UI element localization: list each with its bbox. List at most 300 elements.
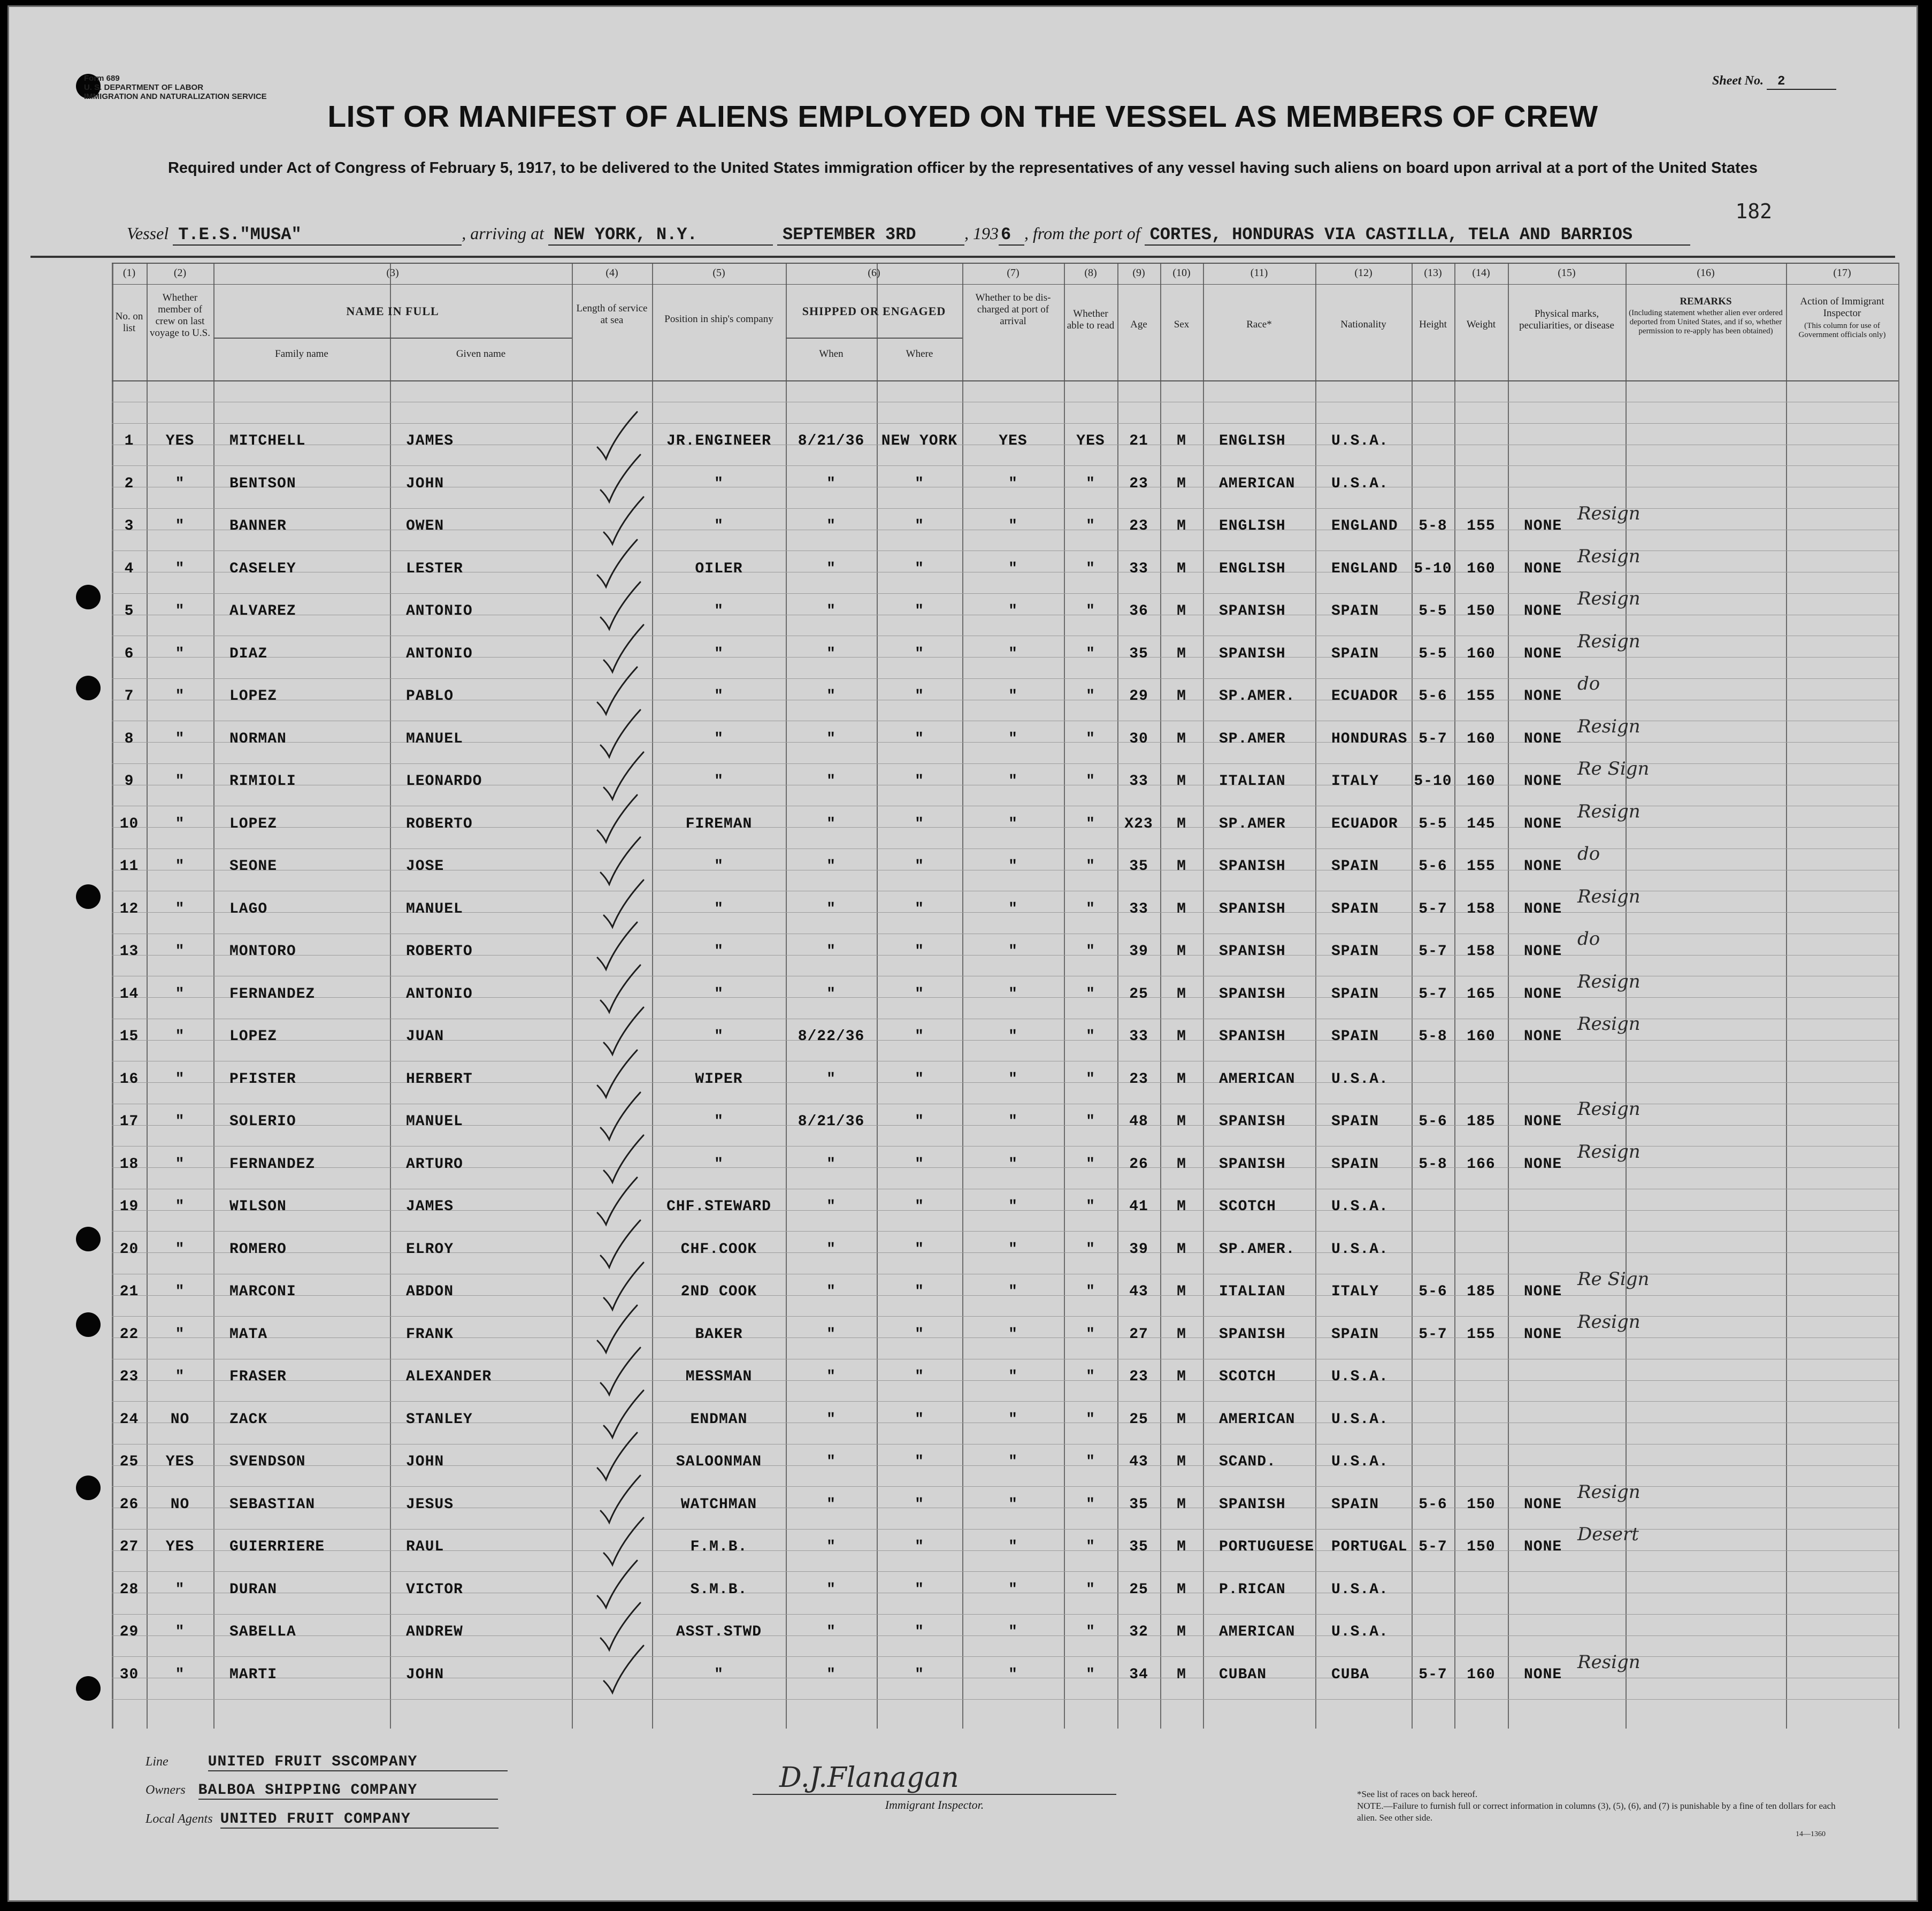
row-prior-cell: NO: [170, 1496, 190, 1513]
header-race: Race*: [1246, 319, 1272, 330]
row-nationality-cell: U.S.A.: [1331, 475, 1389, 492]
row-nationality-cell: SPAIN: [1331, 985, 1379, 1003]
line-value: UNITED FRUIT SSCOMPANY: [208, 1754, 508, 1771]
row-where-cell: ": [915, 1411, 924, 1428]
row-prior-cell: ": [175, 1241, 185, 1258]
row-race-cell: ENGLISH: [1219, 433, 1286, 449]
row-discharged-cell: ": [1008, 1156, 1018, 1173]
vessel-line: [127, 224, 1870, 246]
row-family-cell: ALVAREZ: [229, 603, 296, 620]
row-family-cell: MARCONI: [229, 1283, 296, 1300]
row-discharged-cell: ": [1008, 943, 1018, 960]
owners-label: Owners: [145, 1783, 186, 1797]
row-where-cell: ": [915, 603, 924, 620]
row-remark-handwritten: do: [1577, 673, 1600, 694]
row-marks-cell: NONE: [1524, 985, 1562, 1003]
row-marks-cell: NONE: [1524, 1283, 1562, 1300]
row-when-cell: ": [826, 645, 836, 662]
row-position-cell: ": [714, 1156, 724, 1173]
row-age-cell: 33: [1129, 900, 1148, 918]
row-sex-cell: M: [1177, 645, 1186, 662]
row-read-cell: ": [1086, 985, 1095, 1003]
row-sex-cell: M: [1177, 475, 1186, 492]
row-family-cell: MARTI: [229, 1666, 278, 1683]
column-number: (2): [173, 267, 187, 279]
row-marks-cell: NONE: [1524, 688, 1562, 705]
row-given-cell: MANUEL: [406, 900, 463, 918]
column-number: (17): [1833, 267, 1851, 279]
row-age-cell: 41: [1129, 1198, 1148, 1215]
row-when-cell: ": [826, 1666, 836, 1683]
row-sex-cell: M: [1177, 1028, 1186, 1045]
row-race-cell: SPANISH: [1219, 1113, 1286, 1130]
row-family-cell: MONTORO: [229, 943, 296, 960]
row-weight-cell: 155: [1467, 1326, 1496, 1343]
row-race-cell: AMERICAN: [1219, 1071, 1295, 1088]
row-prior-cell: ": [175, 943, 185, 960]
row-read-cell: ": [1086, 1581, 1095, 1598]
row-family-cell: GUIERRIERE: [229, 1539, 325, 1555]
row-nationality-cell: SPAIN: [1331, 1113, 1379, 1130]
row-nationality-cell: SPAIN: [1331, 1496, 1379, 1513]
row-weight-cell: 155: [1467, 858, 1496, 875]
column-rule: [572, 263, 573, 1729]
row-read-cell: ": [1086, 1624, 1095, 1640]
row-when-cell: ": [826, 688, 836, 705]
row-nationality-cell: SPAIN: [1331, 1326, 1379, 1343]
row-remark-handwritten: Resign: [1577, 885, 1640, 907]
row-given-cell: VICTOR: [406, 1581, 463, 1598]
row-race-cell: PORTUGUESE: [1219, 1539, 1315, 1555]
row-sex-cell: M: [1177, 1581, 1186, 1598]
row-position-cell: ": [714, 475, 724, 492]
row-read-cell: ": [1086, 1496, 1095, 1513]
sheet-number-label: Sheet No.: [1712, 74, 1764, 88]
punch-hole: [76, 1312, 101, 1337]
row-where-cell: ": [915, 1624, 924, 1640]
row-no-cell: 6: [124, 645, 134, 662]
row-age-cell: 23: [1129, 1369, 1148, 1385]
row-sex-cell: M: [1177, 1198, 1186, 1215]
row-family-cell: SEBASTIAN: [229, 1496, 316, 1513]
row-no-cell: 28: [119, 1581, 139, 1598]
column-number: (7): [1007, 267, 1019, 279]
row-discharged-cell: ": [1008, 645, 1018, 662]
row-no-cell: 16: [119, 1071, 139, 1088]
row-height-cell: 5-6: [1419, 858, 1447, 875]
row-discharged-cell: ": [1008, 560, 1018, 577]
row-nationality-cell: SPAIN: [1331, 858, 1379, 875]
row-sex-cell: M: [1177, 858, 1186, 875]
row-no-cell: 22: [119, 1326, 139, 1343]
row-race-cell: P.RICAN: [1219, 1581, 1286, 1598]
column-number: (10): [1172, 267, 1191, 279]
row-when-cell: ": [826, 1581, 836, 1598]
row-read-cell: ": [1086, 943, 1095, 960]
row-weight-cell: 160: [1467, 560, 1496, 577]
row-discharged-cell: ": [1008, 518, 1018, 534]
footer-notes: [1357, 1788, 1838, 1824]
row-where-cell: ": [915, 858, 924, 875]
row-age-cell: 35: [1129, 858, 1148, 875]
row-prior-cell: ": [175, 1666, 185, 1683]
row-read-cell: ": [1086, 475, 1095, 492]
row-prior-cell: ": [175, 518, 185, 534]
row-race-cell: SCOTCH: [1219, 1198, 1276, 1215]
row-no-cell: 27: [119, 1539, 139, 1555]
row-marks-cell: NONE: [1524, 1113, 1562, 1130]
row-read-cell: ": [1086, 900, 1095, 918]
row-read-cell: ": [1086, 603, 1095, 620]
from-label: , from the port of: [1024, 224, 1140, 243]
row-where-cell: ": [915, 1156, 924, 1173]
row-prior-cell: ": [175, 1113, 185, 1130]
row-position-cell: ": [714, 645, 724, 662]
row-prior-cell: YES: [165, 1539, 195, 1555]
row-read-cell: ": [1086, 518, 1095, 534]
row-sex-cell: M: [1177, 1241, 1186, 1258]
header-length-service: Length of service at sea: [576, 303, 648, 326]
year-suffix: 6: [999, 225, 1024, 246]
row-no-cell: 21: [119, 1283, 139, 1300]
row-where-cell: ": [915, 1241, 924, 1258]
row-position-cell: OILER: [695, 560, 743, 577]
row-sex-cell: M: [1177, 1624, 1186, 1640]
ruled-line: [112, 1571, 1898, 1572]
punch-hole: [76, 1676, 101, 1701]
row-race-cell: SP.AMER: [1219, 730, 1286, 747]
row-nationality-cell: U.S.A.: [1331, 433, 1389, 449]
row-remark-handwritten: Resign: [1577, 1098, 1640, 1120]
row-race-cell: AMERICAN: [1219, 1624, 1295, 1640]
row-nationality-cell: U.S.A.: [1331, 1071, 1389, 1088]
punch-hole: [76, 1227, 101, 1251]
row-when-cell: ": [826, 900, 836, 918]
row-age-cell: 26: [1129, 1156, 1148, 1173]
punch-hole: [76, 884, 101, 909]
row-when-cell: ": [826, 1496, 836, 1513]
header-weight: Weight: [1466, 319, 1496, 330]
row-given-cell: OWEN: [406, 518, 444, 534]
row-marks-cell: NONE: [1524, 1666, 1562, 1683]
row-weight-cell: 158: [1467, 943, 1496, 960]
row-family-cell: SVENDSON: [229, 1454, 306, 1470]
header-when: When: [819, 348, 844, 360]
header-family-name: Family name: [275, 348, 328, 360]
row-height-cell: 5-6: [1419, 1113, 1447, 1130]
row-when-cell: ": [826, 985, 836, 1003]
row-position-cell: ": [714, 730, 724, 747]
row-remark-handwritten: Resign: [1577, 1311, 1640, 1333]
row-age-cell: 30: [1129, 730, 1148, 747]
inspector-signature: D.J.Flanagan: [779, 1762, 959, 1794]
row-no-cell: 2: [124, 475, 134, 492]
row-family-cell: NORMAN: [229, 730, 287, 747]
punch-hole: [76, 676, 101, 700]
row-marks-cell: NONE: [1524, 1028, 1562, 1045]
row-position-cell: FIREMAN: [685, 815, 753, 832]
row-weight-cell: 166: [1467, 1156, 1496, 1173]
row-no-cell: 23: [119, 1369, 139, 1385]
row-discharged-cell: ": [1008, 1369, 1018, 1385]
row-read-cell: ": [1086, 1369, 1095, 1385]
row-family-cell: BANNER: [229, 518, 287, 534]
stamped-page-number: 182: [1735, 200, 1772, 223]
row-prior-cell: ": [175, 1028, 185, 1045]
column-rule: [1203, 263, 1204, 1729]
punch-hole: [76, 1476, 101, 1500]
row-age-cell: 39: [1129, 943, 1148, 960]
row-where-cell: ": [915, 645, 924, 662]
row-when-cell: 8/22/36: [798, 1028, 865, 1045]
row-no-cell: 20: [119, 1241, 139, 1258]
ruled-line: [112, 423, 1898, 424]
row-nationality-cell: ENGLAND: [1331, 518, 1398, 534]
row-remark-handwritten: Resign: [1577, 588, 1640, 609]
row-sex-cell: M: [1177, 1411, 1186, 1428]
row-given-cell: JUAN: [406, 1028, 444, 1045]
row-given-cell: ROBERTO: [406, 943, 473, 960]
row-family-cell: FERNANDEZ: [229, 985, 316, 1003]
column-number: (8): [1084, 267, 1097, 279]
row-age-cell: 33: [1129, 560, 1148, 577]
column-number: (1): [122, 267, 136, 279]
agents-label: Local Agents: [145, 1812, 213, 1826]
row-given-cell: LESTER: [406, 560, 463, 577]
header-inspector-action: Action of Immigrant Inspector: [1800, 296, 1884, 319]
row-age-cell: 35: [1129, 645, 1148, 662]
row-discharged-cell: ": [1008, 730, 1018, 747]
row-age-cell: 25: [1129, 1581, 1148, 1598]
row-age-cell: 35: [1129, 1496, 1148, 1513]
row-read-cell: ": [1086, 815, 1095, 832]
column-number: (14): [1472, 267, 1490, 279]
row-discharged-cell: ": [1008, 1624, 1018, 1640]
ruled-line: [112, 1699, 1898, 1700]
row-where-cell: ": [915, 518, 924, 534]
row-prior-cell: ": [175, 1071, 185, 1088]
row-sex-cell: M: [1177, 730, 1186, 747]
row-marks-cell: NONE: [1524, 815, 1562, 832]
row-discharged-cell: ": [1008, 1326, 1018, 1343]
penalty-note: NOTE.—Failure to furnish full or correct information in columns (3), (5), (6), and (7) is punishable by a fine of ten dollars for each alien. See other side.: [1357, 1801, 1836, 1823]
row-nationality-cell: U.S.A.: [1331, 1581, 1389, 1598]
row-where-cell: ": [915, 943, 924, 960]
row-weight-cell: 160: [1467, 1028, 1496, 1045]
row-discharged-cell: ": [1008, 1411, 1018, 1428]
row-race-cell: SP.AMER.: [1219, 688, 1295, 705]
row-marks-cell: NONE: [1524, 645, 1562, 662]
row-remark-handwritten: Resign: [1577, 715, 1640, 737]
row-no-cell: 18: [119, 1156, 139, 1173]
row-family-cell: WILSON: [229, 1198, 287, 1215]
row-read-cell: ": [1086, 1454, 1095, 1470]
row-read-cell: ": [1086, 1411, 1095, 1428]
row-family-cell: SABELLA: [229, 1624, 296, 1640]
row-given-cell: PABLO: [406, 688, 454, 705]
footer-owners: [145, 1782, 498, 1800]
row-when-cell: ": [826, 1156, 836, 1173]
row-discharged-cell: YES: [999, 433, 1028, 449]
row-nationality-cell: SPAIN: [1331, 900, 1379, 918]
row-position-cell: ": [714, 943, 724, 960]
row-no-cell: 24: [119, 1411, 139, 1428]
row-weight-cell: 150: [1467, 1496, 1496, 1513]
row-position-cell: ": [714, 603, 724, 620]
form-code: 14—1360: [1796, 1830, 1826, 1838]
column-rule: [1626, 263, 1627, 1729]
row-where-cell: ": [915, 1454, 924, 1470]
row-no-cell: 14: [119, 985, 139, 1003]
column-rule: [390, 263, 391, 1729]
row-family-cell: LOPEZ: [229, 1028, 278, 1045]
row-family-cell: DIAZ: [229, 645, 268, 662]
races-note: *See list of races on back hereof.: [1357, 1789, 1478, 1799]
row-height-cell: 5-8: [1419, 518, 1447, 534]
row-read-cell: ": [1086, 1326, 1095, 1343]
document-title: LIST OR MANIFEST OF ALIENS EMPLOYED ON THE VESSEL AS MEMBERS OF CREW: [327, 100, 1598, 134]
row-prior-cell: ": [175, 603, 185, 620]
row-height-cell: 5-10: [1414, 560, 1452, 577]
row-marks-cell: NONE: [1524, 1156, 1562, 1173]
document-subtitle: Required under Act of Congress of February 5, 1917, to be delivered to the United States immigration officer by the representatives of any vessel having such aliens on board upon arrival at a port of the United States: [167, 159, 1758, 177]
row-read-cell: ": [1086, 1198, 1095, 1215]
header-remarks: REMARKS: [1680, 296, 1732, 307]
row-race-cell: CUBAN: [1219, 1666, 1267, 1683]
arrival-port: NEW YORK, N.Y.: [548, 225, 773, 246]
line-label: Line: [145, 1755, 168, 1769]
row-height-cell: 5-10: [1414, 773, 1452, 790]
row-family-cell: LOPEZ: [229, 688, 278, 705]
row-sex-cell: M: [1177, 1156, 1186, 1173]
row-remark-handwritten: Re Sign: [1577, 758, 1650, 779]
row-weight-cell: 160: [1467, 773, 1496, 790]
form-header: [84, 74, 267, 101]
row-sex-cell: M: [1177, 815, 1186, 832]
row-position-cell: ENDMAN: [690, 1411, 748, 1428]
row-discharged-cell: ": [1008, 815, 1018, 832]
row-when-cell: ": [826, 475, 836, 492]
row-family-cell: ROMERO: [229, 1241, 287, 1258]
row-family-cell: MITCHELL: [229, 433, 306, 449]
header-position: Position in ship's company: [664, 314, 773, 325]
row-weight-cell: 150: [1467, 603, 1496, 620]
row-no-cell: 12: [119, 900, 139, 918]
row-age-cell: 35: [1129, 1539, 1148, 1555]
row-nationality-cell: SPAIN: [1331, 943, 1379, 960]
row-nationality-cell: ITALY: [1331, 1283, 1379, 1300]
row-race-cell: SPANISH: [1219, 603, 1286, 620]
row-discharged-cell: ": [1008, 1028, 1018, 1045]
row-discharged-cell: ": [1008, 1198, 1018, 1215]
column-number: (12): [1354, 267, 1373, 279]
row-marks-cell: NONE: [1524, 560, 1562, 577]
row-no-cell: 1: [124, 433, 134, 449]
row-nationality-cell: ENGLAND: [1331, 560, 1398, 577]
row-race-cell: SPANISH: [1219, 1028, 1286, 1045]
row-family-cell: SEONE: [229, 858, 278, 875]
row-where-cell: ": [915, 815, 924, 832]
column-number: (5): [712, 267, 725, 279]
row-family-cell: SOLERIO: [229, 1113, 296, 1130]
row-height-cell: 5-7: [1419, 1666, 1447, 1683]
row-sex-cell: M: [1177, 773, 1186, 790]
row-position-cell: ": [714, 773, 724, 790]
row-height-cell: 5-5: [1419, 603, 1447, 620]
ruled-line: [112, 1401, 1898, 1402]
row-no-cell: 8: [124, 730, 134, 747]
row-given-cell: JOSE: [406, 858, 444, 875]
row-where-cell: ": [915, 773, 924, 790]
row-when-cell: ": [826, 1241, 836, 1258]
row-weight-cell: 185: [1467, 1283, 1496, 1300]
row-race-cell: ITALIAN: [1219, 773, 1286, 790]
row-when-cell: ": [826, 1198, 836, 1215]
arriving-label: , arriving at: [462, 224, 544, 243]
row-weight-cell: 160: [1467, 1666, 1496, 1683]
row-discharged-cell: ": [1008, 773, 1018, 790]
row-given-cell: JOHN: [406, 1454, 444, 1470]
owners-value: BALBOA SHIPPING COMPANY: [198, 1782, 498, 1800]
row-when-cell: ": [826, 1283, 836, 1300]
row-where-cell: ": [915, 1326, 924, 1343]
row-given-cell: MANUEL: [406, 1113, 463, 1130]
row-weight-cell: 185: [1467, 1113, 1496, 1130]
row-position-cell: JR.ENGINEER: [666, 433, 771, 449]
header-remarks-sub: (Including statement whether alien ever ordered deported from United States, and if so, whether permission to re-apply has been obtained): [1629, 309, 1783, 335]
form-number: Form 689: [84, 74, 120, 83]
row-prior-cell: ": [175, 1624, 185, 1640]
row-where-cell: ": [915, 1283, 924, 1300]
row-sex-cell: M: [1177, 985, 1186, 1003]
row-family-cell: FERNANDEZ: [229, 1156, 316, 1173]
row-prior-cell: ": [175, 985, 185, 1003]
row-read-cell: ": [1086, 560, 1095, 577]
row-height-cell: 5-7: [1419, 985, 1447, 1003]
row-remark-handwritten: Resign: [1577, 545, 1640, 567]
row-family-cell: LAGO: [229, 900, 268, 918]
row-discharged-cell: ": [1008, 688, 1018, 705]
row-prior-cell: ": [175, 900, 185, 918]
row-read-cell: ": [1086, 1283, 1095, 1300]
row-given-cell: STANLEY: [406, 1411, 473, 1428]
row-discharged-cell: ": [1008, 475, 1018, 492]
column-number: (13): [1424, 267, 1442, 279]
colnum-rule: [112, 284, 1898, 285]
row-age-cell: 33: [1129, 773, 1148, 790]
row-prior-cell: ": [175, 475, 185, 492]
row-prior-cell: ": [175, 730, 185, 747]
row-no-cell: 5: [124, 603, 134, 620]
row-discharged-cell: ": [1008, 985, 1018, 1003]
row-position-cell: WIPER: [695, 1071, 743, 1088]
row-position-cell: ": [714, 1666, 724, 1683]
row-age-cell: 23: [1129, 1071, 1148, 1088]
row-read-cell: ": [1086, 1241, 1095, 1258]
row-given-cell: JAMES: [406, 433, 454, 449]
row-where-cell: ": [915, 1581, 924, 1598]
row-prior-cell: ": [175, 815, 185, 832]
row-weight-cell: 145: [1467, 815, 1496, 832]
year-prefix: , 193: [964, 224, 999, 243]
row-no-cell: 11: [119, 858, 139, 875]
row-sex-cell: M: [1177, 603, 1186, 620]
row-position-cell: ": [714, 985, 724, 1003]
row-sex-cell: M: [1177, 1666, 1186, 1683]
header-top-rule: [112, 263, 1898, 264]
row-sex-cell: M: [1177, 1454, 1186, 1470]
row-position-cell: CHF.COOK: [680, 1241, 757, 1258]
